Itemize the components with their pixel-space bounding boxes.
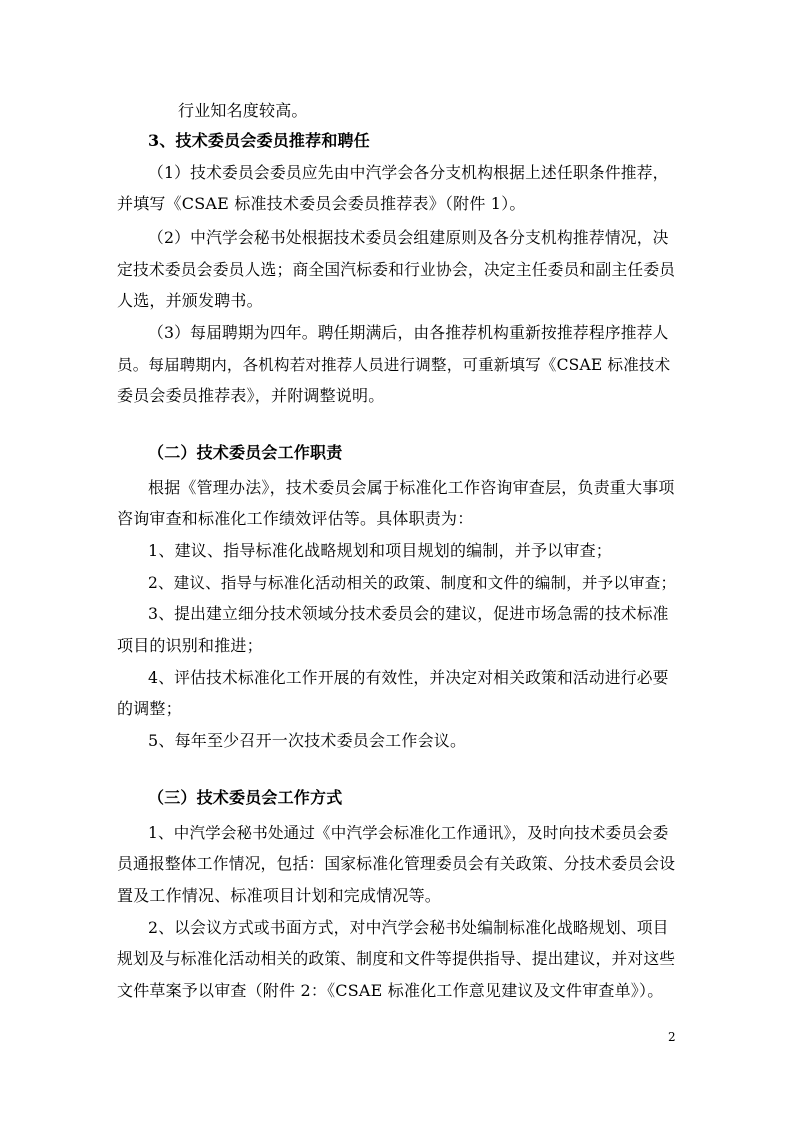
list-item: 1、中汽学会秘书处通过《中汽学会标准化工作通讯》，及时向技术委员会委	[148, 824, 669, 842]
text-line: 的调整；	[117, 699, 182, 718]
page-number: 2	[668, 1030, 676, 1044]
text-line: 并填写《CSAE 标准技术委员会委员推荐表》（附件 1）。	[117, 194, 526, 213]
text-line: （3）每届聘期为四年。聘任期满后，由各推荐机构重新按推荐程序推荐人	[148, 323, 669, 342]
text-line: （2）中汽学会秘书处根据技术委员会组建原则及各分支机构推荐情况，决	[148, 228, 669, 247]
text-line: 置及工作情况、标准项目计划和完成情况等。	[117, 886, 442, 905]
list-item: 5、每年至少召开一次技术委员会工作会议。	[148, 731, 467, 750]
text-line: 定技术委员会委员人选；商全国汽标委和行业协会，决定主任委员和副主任委员	[117, 260, 676, 279]
text-line: 根据《管理办法》，技术委员会属于标准化工作咨询审查层，负责重大事项	[148, 478, 675, 497]
text-line: （1）技术委员会委员应先由中汽学会各分支机构根据上述任职条件推荐，	[148, 163, 669, 182]
list-item: 2、以会议方式或书面方式，对中汽学会秘书处编制标准化战略规划、项目	[148, 918, 669, 937]
text-line: 文件草案予以审查（附件 2：《CSAE 标准化工作意见建议及文件审查单》）。	[117, 981, 664, 1000]
text-line: 行业知名度较高。	[178, 101, 308, 120]
list-item: 4、评估技术标准化工作开展的有效性，并决定对相关政策和活动进行必要	[148, 668, 669, 687]
text-line: 咨询审查和标准化工作绩效评估等。具体职责为：	[117, 509, 474, 528]
section-heading: 3、技术委员会委员推荐和聘任	[148, 131, 370, 150]
text-line: 规划及与标准化活动相关的政策、制度和文件等提供指导、提出建议，并对这些	[117, 949, 676, 968]
text-line: 员通报整体工作情况，包括：国家标准化管理委员会有关政策、分技术委员会设	[117, 854, 676, 873]
text-line: 委员会委员推荐表》，并附调整说明。	[117, 386, 385, 405]
section-heading: （三）技术委员会工作方式	[148, 788, 343, 807]
text-line: 项目的识别和推进；	[117, 636, 263, 655]
text-line: 人选，并颁发聘书。	[117, 291, 263, 310]
text-line: 员。每届聘期内，各机构若对推荐人员进行调整，可重新填写《CSAE 标准技术	[117, 356, 671, 374]
list-item: 3、提出建立细分技术领域分技术委员会的建议，促进市场急需的技术标准	[148, 604, 669, 623]
list-item: 1、建议、指导标准化战略规划和项目规划的编制，并予以审查；	[148, 541, 612, 560]
section-heading: （二）技术委员会工作职责	[148, 443, 343, 462]
list-item: 2、建议、指导与标准化活动相关的政策、制度和文件的编制，并予以审查；	[148, 574, 677, 592]
